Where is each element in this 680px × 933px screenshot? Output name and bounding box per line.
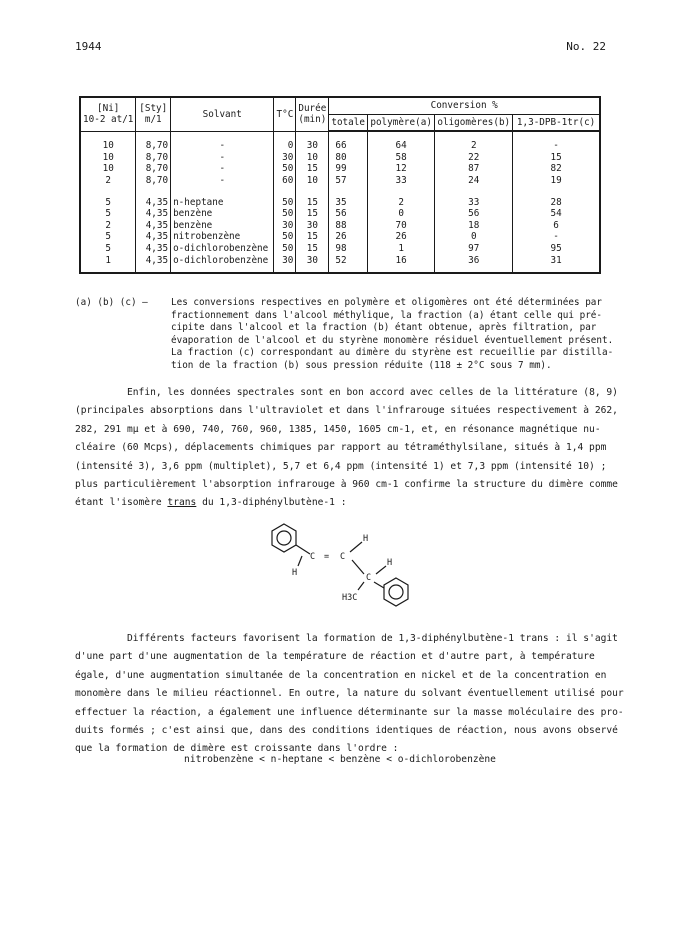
text-line: que la formation de dimère est croissante dans l'ordre : [75,743,399,755]
footnote-line: évaporation de l'alcool et du styrène monomère résiduel éventuellement présent. [171,334,614,346]
cell-duree: 30 [296,220,329,232]
cell-temp: 50 [274,243,296,255]
cell-sty: 8,70 [136,152,171,164]
solvent-order: nitrobenzène < n-heptane < benzène < o-dichlorobenzène [184,754,496,765]
cell-temp: 50 [274,208,296,220]
bond [352,560,364,574]
bond [358,582,364,590]
cell-solvent: - [171,163,274,175]
footnote-line: fractionnement dans l'alcool méthylique, la fraction (a) étant celle qui pré- [171,309,602,321]
atom-h-left: H [292,568,298,578]
cell-sty: 4,35 [136,197,171,209]
cell-totale: 56 [329,208,368,220]
cell-totale: 99 [329,163,368,175]
cell-solvent: nitrobenzène [171,231,274,243]
cell-polymere: 33 [367,175,434,187]
cell-duree: 15 [296,208,329,220]
cell-temp: 30 [274,255,296,274]
table-row [80,231,600,243]
table-row [80,220,600,232]
cell-duree: 15 [296,197,329,209]
text-line: effectuer la réaction, a également une influence déterminante sur la masse moléculaire des pro- [75,706,624,718]
text-line: cléaire (60 Mcps), déplacements chimiques par rapport au tétraméthylsilane, situés à 1,4 ppm [75,442,607,454]
cell-ni: 1 [80,255,136,274]
cell-polymere: 16 [367,255,434,274]
cell-polymere: 58 [367,152,434,164]
methyl-group: H3C [342,593,358,603]
cell-temp: 60 [274,175,296,187]
table-row [80,243,600,255]
cell-ni: 2 [80,175,136,187]
cell-solvent: benzène [171,208,274,220]
text-line: (intensité 3), 3,6 ppm (multiplet), 5,7 et 6,4 ppm (intensité 1) et 7,3 ppm (intensité 10) ; [75,460,607,472]
results-table [79,96,601,274]
cell-totale: 35 [329,197,368,209]
cell-solvent: n-heptane [171,197,274,209]
cell-dpb: 82 [513,163,600,175]
cell-solvent: - [171,175,274,187]
cell-dpb: - [513,231,600,243]
table-row [80,175,600,187]
table-row [80,208,600,220]
cell-oligomeres: 2 [435,131,513,152]
paragraph-spectral [75,384,618,513]
cell-temp: 50 [274,163,296,175]
text-line: plus particulièrement l'absorption infrarouge à 960 cm-1 confirme la structure du dimère comme [75,479,618,491]
cell-duree: 10 [296,175,329,187]
cell-ni: 10 [80,152,136,164]
cell-duree: 30 [296,255,329,274]
cell-polymere: 1 [367,243,434,255]
cell-oligomeres: 0 [435,231,513,243]
cell-totale: 80 [329,152,368,164]
footnote-tag: (a) (b) (c) — [75,297,148,308]
cell-temp: 30 [274,152,296,164]
atom-c-saturated: C [366,573,372,583]
cell-oligomeres: 24 [435,175,513,187]
bond [350,542,362,552]
text-line: d'une part d'une augmentation de la température de réaction et d'autre part, à température [75,651,595,663]
atom-c-alkene1: C [310,552,316,562]
cell-sty: 4,35 [136,243,171,255]
cell-dpb: 15 [513,152,600,164]
cell-polymere: 26 [367,231,434,243]
cell-oligomeres: 33 [435,197,513,209]
cell-temp: 50 [274,197,296,209]
cell-totale: 98 [329,243,368,255]
table-row [80,131,600,152]
cell-solvent: - [171,152,274,164]
paragraph-factors [75,630,624,759]
cell-duree: 15 [296,163,329,175]
subheader-totale: totale [329,114,368,131]
cell-oligomeres: 87 [435,163,513,175]
text-line: Enfin, les données spectrales sont en bon accord avec celles de la littérature (8, 9) [127,387,618,398]
issue-number: No. 22 [566,40,606,53]
col-header-conversion: Conversion % [329,97,600,114]
text-line: 282, 291 mμ et à 690, 740, 760, 960, 1385, 1450, 1605 cm-1, et, en résonance magnétique nu- [75,423,601,435]
phenyl-ring-left [272,524,296,552]
cell-oligomeres: 56 [435,208,513,220]
row-spacer [80,187,600,197]
cell-ni: 5 [80,197,136,209]
cell-duree: 30 [296,131,329,152]
page-number: 1944 [75,40,102,53]
aromatic-circle-left [277,531,291,545]
text-line: Différents facteurs favorisent la formation de 1,3-diphénylbutène-1 trans : il s'agit [127,633,618,644]
table-footnote [75,297,615,373]
col-header-solvent: Solvant [171,97,274,131]
cell-temp: 50 [274,231,296,243]
cell-sty: 4,35 [136,255,171,274]
cell-sty: 4,35 [136,208,171,220]
cell-temp: 30 [274,220,296,232]
phenyl-ring-right [384,578,408,606]
cell-oligomeres: 36 [435,255,513,274]
cell-polymere: 64 [367,131,434,152]
subheader-dpb: 1,3-DPB-1tr(c) [513,114,600,131]
col-header-temp: T°C [274,97,296,131]
cell-solvent: o-dichlorobenzène [171,243,274,255]
table-row [80,197,600,209]
footnote-line: La fraction (c) correspondant au dimère du styrène est recueillie par distilla- [171,347,614,359]
text-line: étant l'isomère trans du 1,3-diphénylbutène-1 : [75,497,347,509]
col-header-sty: [Sty] m/1 [136,97,171,131]
cell-sty: 8,70 [136,163,171,175]
bond [374,582,384,588]
cell-dpb: - [513,131,600,152]
bond [296,545,310,554]
col-header-ni: [Ni] 10-2 at/1 [80,97,136,131]
cell-sty: 4,35 [136,231,171,243]
bond [298,556,302,566]
cell-solvent: benzène [171,220,274,232]
bond [376,566,386,574]
cell-duree: 15 [296,231,329,243]
cell-dpb: 31 [513,255,600,274]
cell-dpb: 28 [513,197,600,209]
cell-sty: 8,70 [136,175,171,187]
cell-polymere: 0 [367,208,434,220]
text-line: monomère dans le milieu réactionnel. En outre, la nature du solvant éventuellement utilisé pour [75,688,624,700]
cell-polymere: 2 [367,197,434,209]
cell-ni: 5 [80,208,136,220]
footnote-line: tion de la fraction (b) sous pression réduite (118 ± 2°C sous 7 mm). [171,359,552,371]
cell-ni: 5 [80,231,136,243]
footnote-line: cipite dans l'alcool et la fraction (b) étant obtenue, après filtration, par [171,322,597,334]
trans-emphasis: trans [167,497,197,509]
footnote-line: Les conversions respectives en polymère et oligomères ont été déterminées par [171,297,602,308]
table-row [80,152,600,164]
cell-dpb: 19 [513,175,600,187]
diphenylbutene-structure [262,522,432,622]
cell-solvent: - [171,131,274,152]
atom-h-top: H [363,534,369,544]
cell-oligomeres: 22 [435,152,513,164]
cell-sty: 4,35 [136,220,171,232]
cell-totale: 88 [329,220,368,232]
cell-ni: 2 [80,220,136,232]
text-line: égale, d'une augmentation simultanée de la concentration en nickel et de la concentration en [75,669,607,681]
cell-sty: 8,70 [136,131,171,152]
cell-totale: 26 [329,231,368,243]
cell-oligomeres: 18 [435,220,513,232]
table-row [80,255,600,274]
cell-duree: 15 [296,243,329,255]
table-row [80,163,600,175]
cell-totale: 66 [329,131,368,152]
cell-totale: 52 [329,255,368,274]
col-header-duree: Durée (min) [296,97,329,131]
cell-ni: 5 [80,243,136,255]
subheader-oligomeres: oligomères(b) [435,114,513,131]
cell-oligomeres: 97 [435,243,513,255]
cell-ni: 10 [80,131,136,152]
cell-dpb: 54 [513,208,600,220]
atom-h-right: H [387,558,393,568]
cell-polymere: 12 [367,163,434,175]
atom-c-alkene2: C [340,552,346,562]
text-line: (principales absorptions dans l'ultraviolet et dans l'infrarouge situées respectivement à 262, [75,405,618,417]
cell-dpb: 95 [513,243,600,255]
cell-dpb: 6 [513,220,600,232]
double-bond: = [324,552,330,562]
cell-solvent: o-dichlorobenzène [171,255,274,274]
aromatic-circle-right [389,585,403,599]
subheader-polymere: polymère(a) [367,114,434,131]
cell-temp: 0 [274,131,296,152]
cell-polymere: 70 [367,220,434,232]
cell-duree: 10 [296,152,329,164]
text-line: duits formés ; c'est ainsi que, dans des conditions identiques de réaction, nous avons observé [75,725,618,737]
cell-totale: 57 [329,175,368,187]
cell-ni: 10 [80,163,136,175]
